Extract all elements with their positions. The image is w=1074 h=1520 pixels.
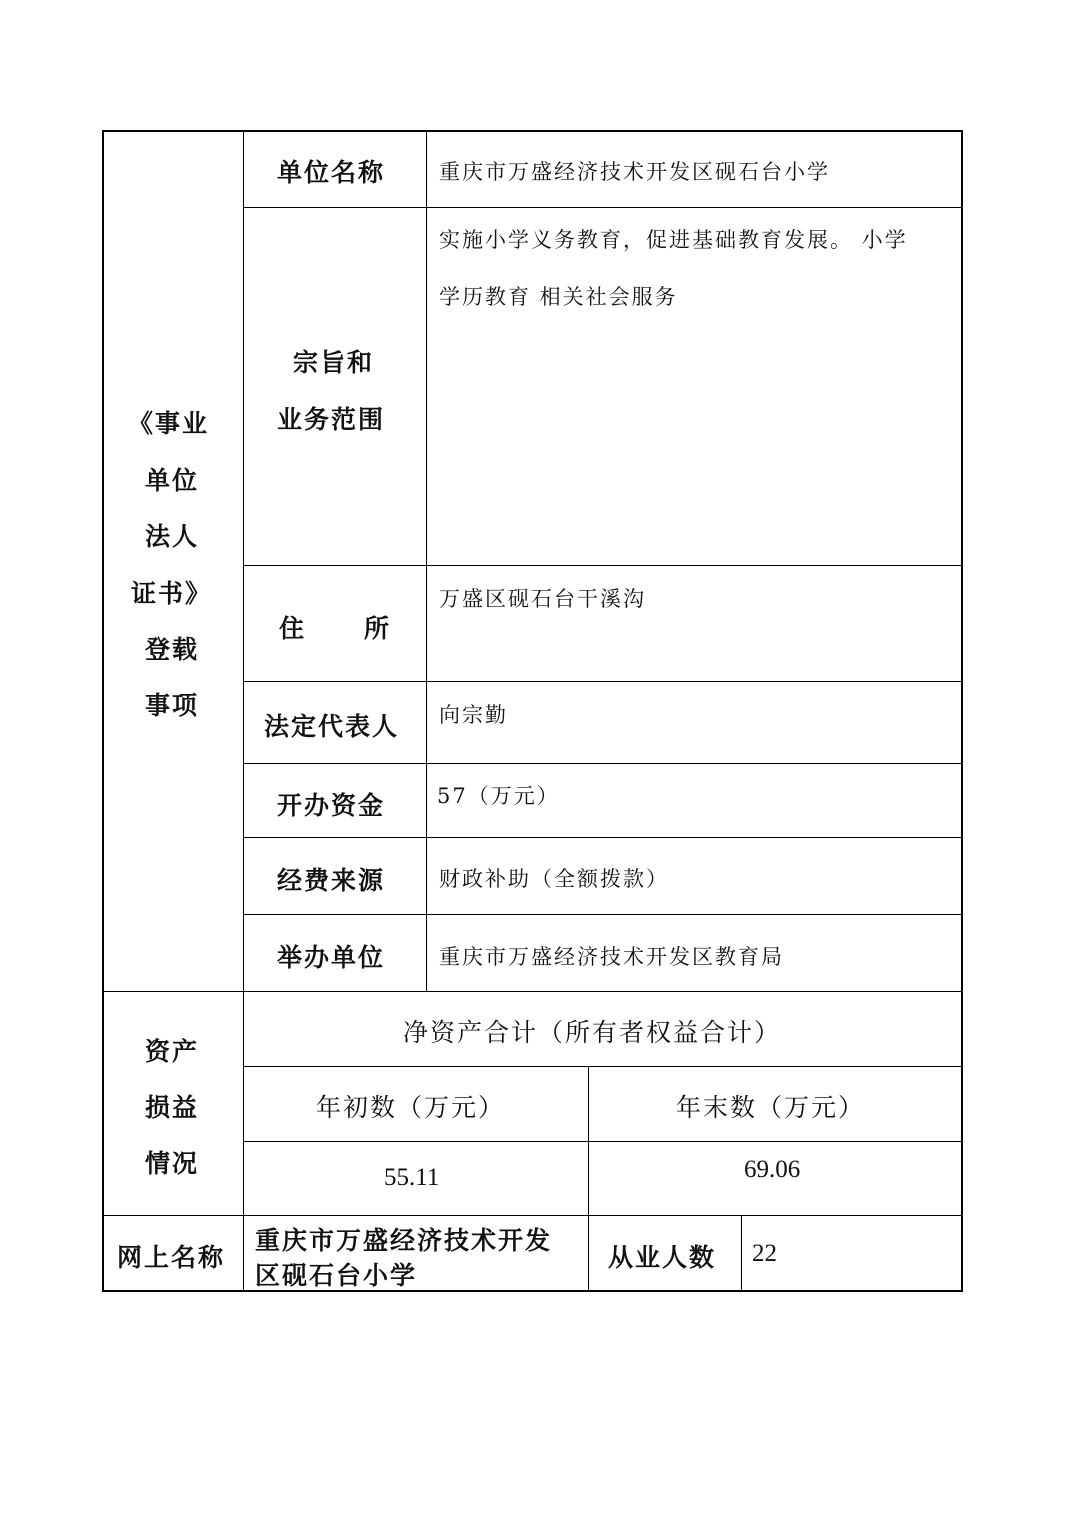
purpose-label-line: 宗旨和 (293, 348, 375, 377)
unit-name-value: 重庆市万盛经济技术开发区砚石台小学 (439, 160, 830, 184)
col-divider (588, 1066, 589, 1292)
begin-label: 年初数（万元） (316, 1093, 506, 1122)
assets-title-line: 情况 (145, 1149, 200, 1178)
address-value: 万盛区砚石台干溪沟 (439, 587, 646, 611)
purpose-value-line: 实施小学义务教育，促进基础教育发展。 小学 (439, 228, 908, 252)
funding-label: 经费来源 (277, 866, 386, 895)
assets-title-line: 资产 (145, 1037, 200, 1066)
funding-value: 财政补助（全额拨款） (439, 867, 669, 891)
col-divider (243, 130, 244, 1292)
sponsor-label: 举办单位 (277, 943, 386, 972)
row-divider (243, 763, 963, 764)
section-divider (102, 1215, 963, 1216)
row-divider (243, 1141, 963, 1142)
col-divider (426, 130, 427, 991)
address-label-right: 所 (364, 614, 392, 643)
online-name-label: 网上名称 (117, 1243, 226, 1272)
end-value: 69.06 (744, 1156, 801, 1183)
online-name-value-line: 重庆市万盛经济技术开发 (255, 1226, 553, 1255)
unit-name-label: 单位名称 (277, 158, 386, 187)
registration-title-line: 《事业 (128, 409, 210, 438)
assets-title-line: 损益 (145, 1093, 200, 1122)
purpose-value-line: 学历教育 相关社会服务 (439, 285, 678, 309)
registration-title-line: 法人 (145, 522, 200, 551)
legal-rep-value: 向宗勤 (439, 703, 508, 727)
registration-title-line: 证书》 (131, 579, 213, 608)
legal-rep-label: 法定代表人 (264, 712, 400, 741)
end-label: 年末数（万元） (676, 1093, 866, 1122)
purpose-label-line: 业务范围 (277, 405, 386, 434)
row-divider (243, 681, 963, 682)
col-divider (741, 1215, 742, 1292)
net-assets-header: 净资产合计（所有者权益合计） (403, 1018, 782, 1047)
registration-title-line: 单位 (145, 466, 200, 495)
row-divider (243, 207, 963, 208)
sponsor-value: 重庆市万盛经济技术开发区教育局 (439, 945, 784, 969)
capital-label: 开办资金 (277, 791, 386, 820)
row-divider (243, 565, 963, 566)
begin-value: 55.11 (384, 1164, 440, 1191)
registration-title-line: 事项 (145, 691, 200, 720)
online-name-value-line: 区砚石台小学 (255, 1261, 418, 1290)
staff-label: 从业人数 (608, 1243, 717, 1272)
registration-title-line: 登载 (145, 635, 200, 664)
section-divider (102, 991, 963, 992)
address-label-left: 住 (279, 614, 307, 643)
row-divider (243, 837, 963, 838)
capital-value: 57（万元） (437, 784, 560, 808)
row-divider (243, 914, 963, 915)
row-divider (243, 1066, 963, 1067)
staff-value: 22 (752, 1240, 777, 1267)
